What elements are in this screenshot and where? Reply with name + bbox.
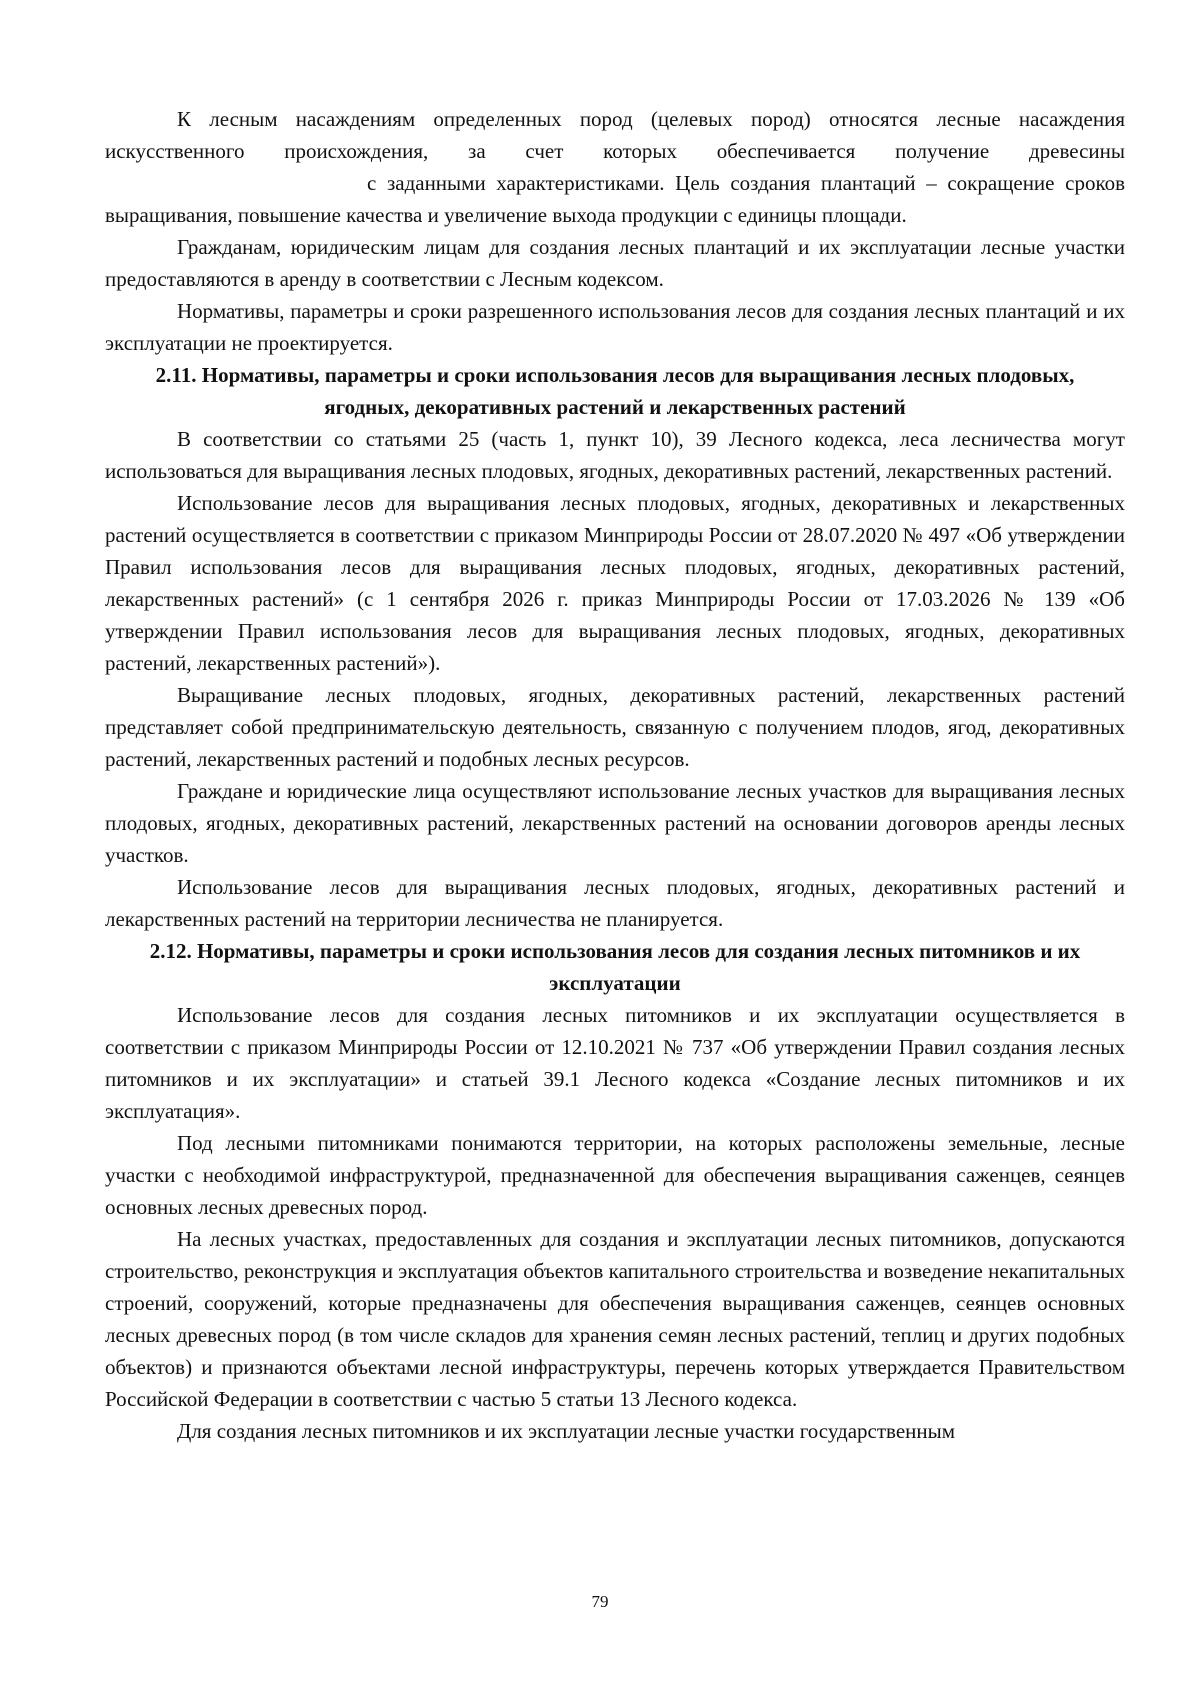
paragraph-article-25: В соответствии со статьями 25 (часть 1, пункт 10), 39 Лесного кодекса, леса лесничества могут использоваться для выращивания лесных плодовых, ягодных, декоративных растений, лекарственных растений. — [105, 427, 1125, 483]
paragraph-nurseries-land: Для создания лесных питомников и их эксплуатации лесные участки государственным — [177, 1419, 956, 1443]
paragraph-order-497: Использование лесов для выращивания лесных плодовых, ягодных, декоративных и лекарственных растений осуществляется в соответствии с приказом Минприроды России от 28.07.2020 № 497 «Об утверждении Правил использования лесов для выращивания лесных плодовых, ягодных, декоративных растений, лекарственных растений» (с 1 сентября 2026 г. приказ Минприроды России от 17.03.2026 № 139 «Об утверждении Правил использования лесов для выращивания лесных плодовых, ягодных, декоративных растений, лекарственных растений»). — [105, 491, 1125, 675]
section-heading-2-11: 2.11. Нормативы, параметры и сроки использования лесов для выращивания лесных плодовых, ягодных, декоративных растений и лекарственных растений — [155, 363, 1075, 419]
paragraph-order-737: Использование лесов для создания лесных питомников и их эксплуатации осуществляется в соответствии с приказом Минприроды России от 12.10.2021 № 737 «Об утверждении Правил создания лесных питомников и их эксплуатации» и статьей 39.1 Лесного кодекса «Создание лесных питомников и их эксплуатация». — [105, 1003, 1125, 1123]
paragraph-text-part-2: с заданными характеристиками. Цель создания плантаций – сокращение сроков выращивания, повышение качества и увеличение выхода продукции с единицы площади. — [105, 171, 1125, 227]
page-number: 79 — [591, 1592, 609, 1611]
paragraph-plantations-norms: Нормативы, параметры и сроки разрешенного использования лесов для создания лесных плантаций и их эксплуатации не проектируется. — [105, 299, 1125, 355]
paragraph-cultivation-definition: Выращивание лесных плодовых, ягодных, декоративных растений, лекарственных растений представляет собой предпринимательскую деятельность, связанную с получением плодов, ягод, декоративных растений, лекарственных растений и подобных лесных ресурсов. — [105, 683, 1125, 771]
paragraph-lease-agreements: Граждане и юридические лица осуществляют использование лесных участков для выращивания лесных плодовых, ягодных, декоративных растений, лекарственных растений на основании договоров аренды лесных участков. — [105, 779, 1125, 867]
paragraph-plantations-definition — [105, 103, 1125, 231]
paragraph-nurseries-infrastructure: На лесных участках, предоставленных для создания и эксплуатации лесных питомников, допускаются строительство, реконструкция и эксплуатация объектов капитального строительства и возведение некапитальных строений, сооружений, которые предназначены для обеспечения выращивания саженцев, сеянцев основных лесных древесных пород (в том числе складов для хранения семян лесных растений, теплиц и других подобных объектов) и признаются объектами лесной инфраструктуры, перечень которых утверждается Правительством Российской Федерации в соответствии с частью 5 статьи 13 Лесного кодекса. — [105, 1227, 1125, 1411]
paragraph-nurseries-definition: Под лесными питомниками понимаются территории, на которых расположены земельные, лесные участки с необходимой инфраструктурой, предназначенной для обеспечения выращивания саженцев, сеянцев основных лесных древесных пород. — [105, 1131, 1125, 1219]
section-heading-2-12: 2.12. Нормативы, параметры и сроки использования лесов для создания лесных питомников и их эксплуатации — [149, 939, 1081, 995]
page-body — [105, 103, 1125, 1447]
paragraph-text-part-1: К лесным насаждениям определенных пород (целевых пород) относятся лесные насаждения искусственного происхождения, за счет которых обеспечивается получение древесины — [105, 107, 1125, 163]
paragraph-not-planned: Использование лесов для выращивания лесных плодовых, ягодных, декоративных растений и лекарственных растений на территории лесничества не планируется. — [105, 875, 1125, 931]
paragraph-plantations-lease: Гражданам, юридическим лицам для создания лесных плантаций и их эксплуатации лесные участки предоставляются в аренду в соответствии с Лесным кодексом. — [105, 235, 1125, 291]
